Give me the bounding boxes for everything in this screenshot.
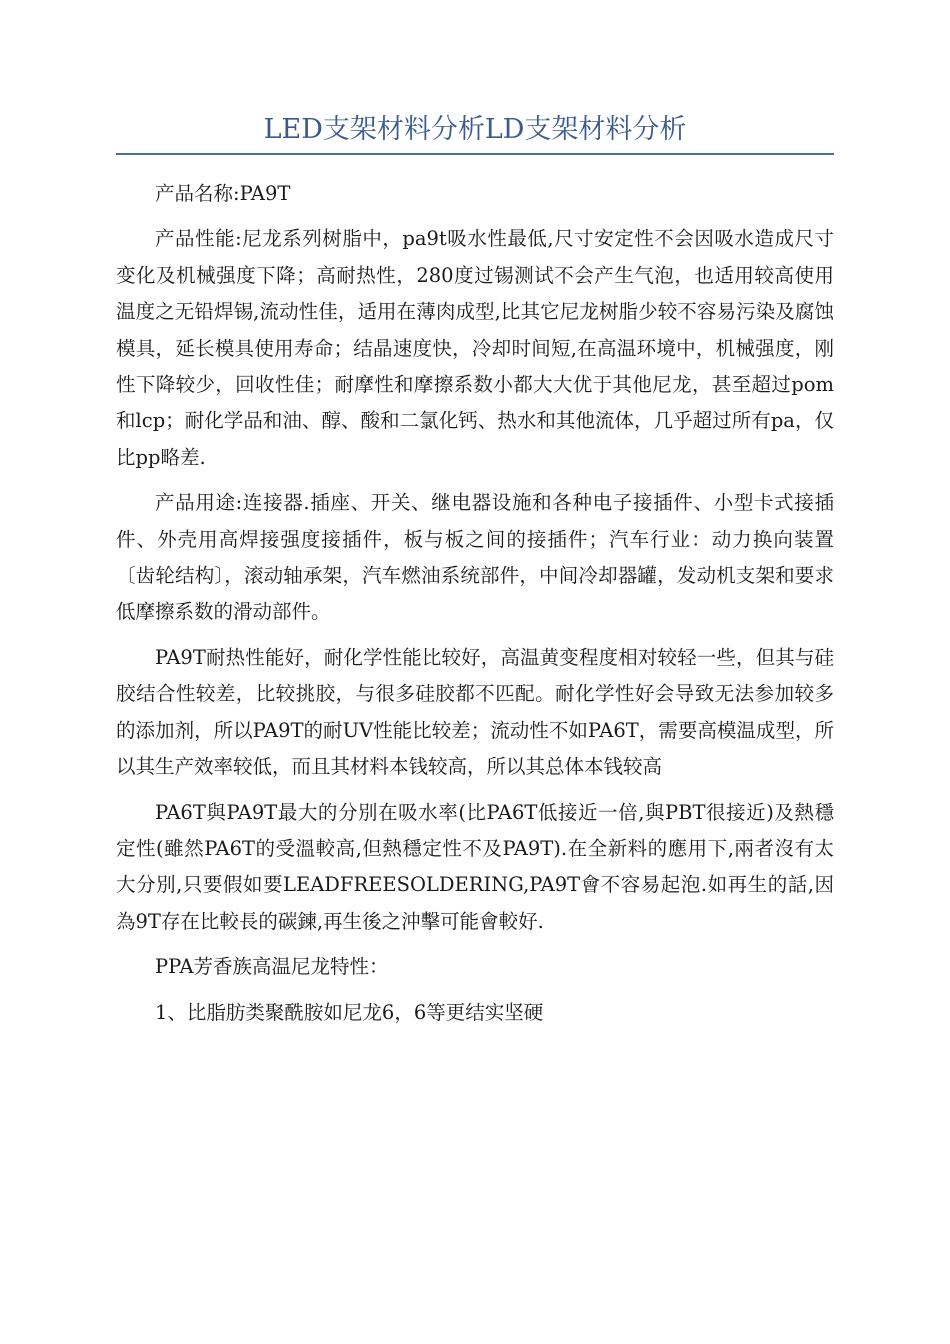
paragraph-product-usage: 产品用途:连接器.插座、开关、继电器设施和各种电子接插件、小型卡式接插件、外壳用高焊接强度接插件，板与板之间的接插件；汽车行业：动力换向装置〔齿轮结构〕，滚动轴承架，汽车燃油系统部件，中间冷却器罐，发动机支架和要求低摩擦系数的滑动部件。 [116, 491, 834, 624]
title-underline [116, 153, 834, 155]
paragraph-product-name: 产品名称:PA9T [155, 182, 291, 205]
paragraph-ppa-heading: PPA芳香族高温尼龙特性： [155, 955, 389, 979]
paragraph-ppa-item-1: 1、比脂肪类聚酰胺如尼龙6，6等更结实坚硬 [155, 1000, 544, 1024]
paragraph-pa9t-properties: PA9T耐热性能好，耐化学性能比较好，高温黄变程度相对较轻一些，但其与硅胶结合性较差，比较挑胶，与很多硅胶都不匹配。耐化学性好会导致无法参加较多的添加剂，所以PA9T的耐UV性能比较差；流动性不如PA6T，需要高模温成型，所以其生产效率较低，而且其材料本钱较高，所以其总体本钱较高 [116, 645, 834, 779]
document-body [116, 176, 834, 1040]
paragraph-product-performance: 产品性能:尼龙系列树脂中，pa9t吸水性最低,尺寸安定性不会因吸水造成尺寸变化及机械强度下降；高耐热性，280度过锡测试不会产生气泡，也适用较高使用温度之无铅焊锡,流动性佳，适用在薄肉成型,比其它尼龙树脂少较不容易污染及腐蚀模具，延长模具使用寿命；结晶速度快，冷却时间短,在高温环境中，机械强度，刚性下降较少，回收性佳；耐摩性和摩擦系数小都大大优于其他尼龙，甚至超过pom和lcp；耐化学品和油、醇、酸和二氯化钙、热水和其他流体，几乎超过所有pa，仅比pp略差. [116, 227, 834, 469]
document-title: LED支架材料分析LD支架材料分析 [263, 114, 687, 145]
paragraph-pa6t-vs-pa9t: PA6T與PA9T最大的分別在吸水率(比PA6T低接近一倍,與PBT很接近)及熱穩定性(雖然PA6T的受溫較高,但熱穩定性不及PA9T).在全新料的應用下,兩者沒有太大分別,只要假如要LEADFREESOLDERING,PA9T會不容易起泡.如再生的話,因為9T存在比較長的碳鍊,再生後之沖擊可能會較好. [116, 800, 834, 933]
